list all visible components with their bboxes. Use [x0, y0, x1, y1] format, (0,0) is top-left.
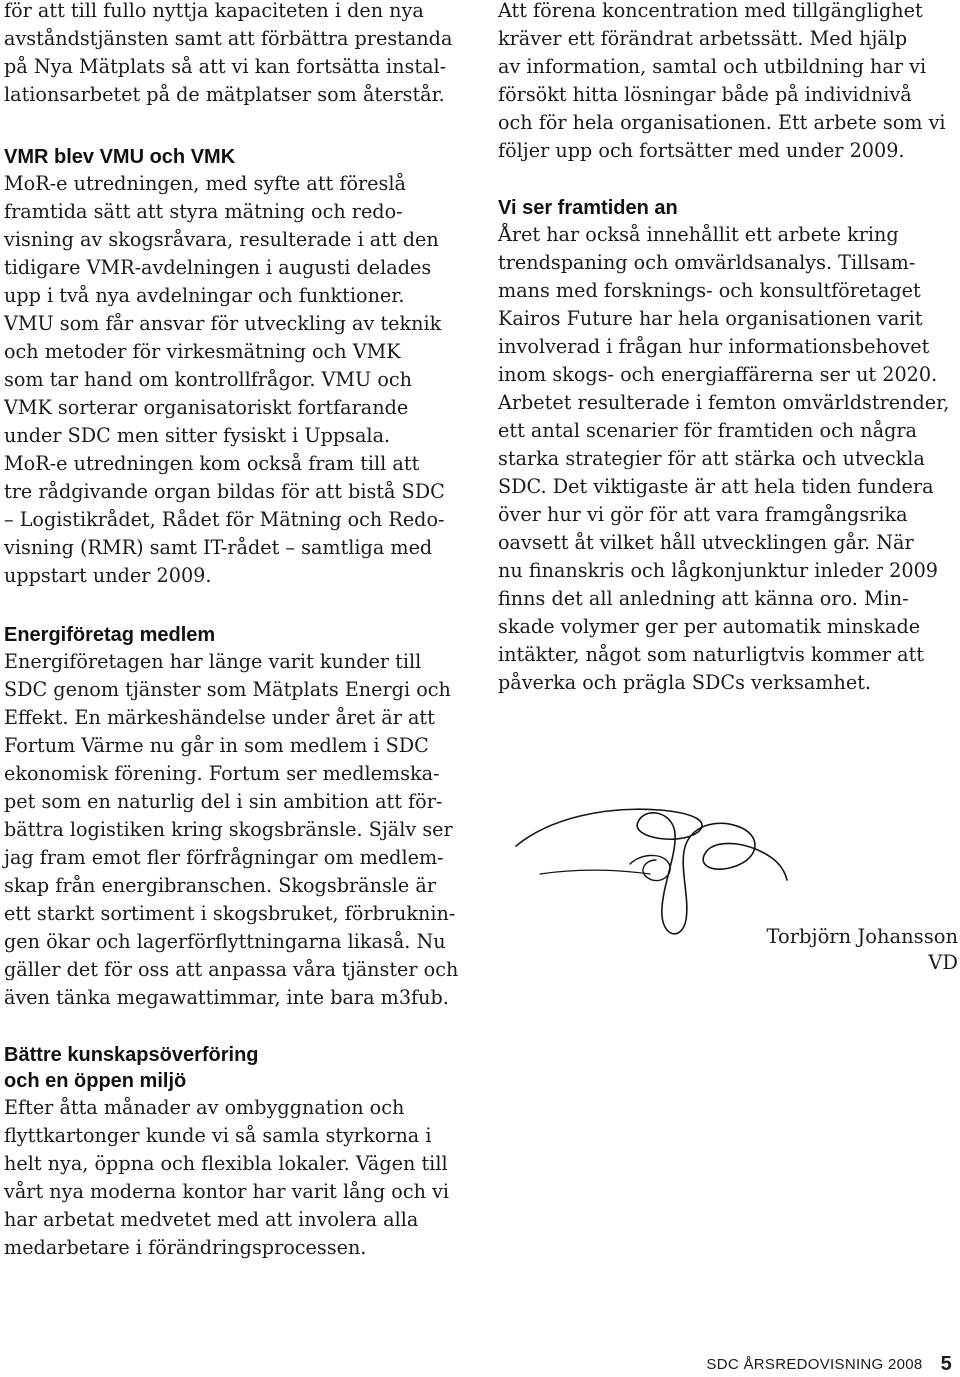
- spacer: [498, 165, 960, 187]
- knowledge-paragraph: Efter åtta månader av ombyggnation och flyttkartonger kunde vi så samla styrkorna i helt nya, öppna och flexibla lokaler. Vägen till vårt nya moderna kontor har varit lång och vi har arbetat medvetet med att involera alla medarbetare i förändringsprocessen.: [4, 1096, 450, 1259]
- footer-document-title: SDC ÅRSREDOVISNING 2008: [706, 1356, 923, 1373]
- energy-paragraph: Energiföretagen har länge varit kunder till SDC genom tjänster som Mätplats Energi och Effekt. En märkeshändelse under året är att Fortum Värme nu går in som medlem i SDC ekonomisk förening. Fortum ser medlemska- pet som en naturlig del i sin ambition att för- bättra logistiken kring skogsbränsle. Själv ser jag fram emot fler förfrågningar om medlem- skap från energibranschen. Skogsbränsle är ett starkt sortiment i skogsbruket, förbruknin- gen ökar och lagerförflyttningarna likaså. Nu gäller det för oss att anpassa våra tjänster och även tänka megawattimmar, inte bara m3fub.: [4, 650, 459, 1009]
- heading-vmr: VMR blev VMU och VMK: [4, 146, 236, 168]
- intro-paragraph-right: Att förena koncentration med tillgänglighet kräver ett förändrat arbetssätt. Med hjälp av information, samtal och utbildning har vi försökt hitta lösningar både på individnivå och för hela organisationen. Ett arbete som vi följer upp och fortsätter med under 2009.: [498, 0, 946, 162]
- spacer: [4, 590, 470, 618]
- spacer: [4, 109, 470, 137]
- signature-loop: [630, 855, 670, 880]
- left-column: [4, 0, 470, 1262]
- handwritten-signature: [510, 788, 790, 953]
- heading-future: Vi ser framtiden an: [498, 197, 678, 219]
- heading-knowledge-transfer: Bättre kunskapsöverföring och en öppen miljö: [4, 1044, 259, 1092]
- right-column: [498, 0, 960, 697]
- signatory-name: Torbjörn Johansson: [766, 925, 958, 948]
- signature-tail: [540, 870, 650, 874]
- vmr-paragraph: MoR-e utredningen, med syfte att föreslå framtida sätt att styra mätning och redo- visning av skogsråvara, resulterade i att den tidigare VMR-avdelningen i augusti delades upp i två nya avdelningar och funktioner. VMU som får ansvar för utveckling av teknik och metoder för virkesmätning och VMK som tar hand om kontrollfrågor. VMU och VMK sorterar organisatoriskt fortfarande under SDC men sitter fysiskt i Uppsala. MoR-e utredningen kom också fram till att tre rådgivande organ bildas för att bistå SDC – Logistikrådet, Rådet för Mätning och Redo- visning (RMR) samt IT-rådet – samtliga med uppstart under 2009.: [4, 172, 445, 587]
- page-number: 5: [940, 1353, 952, 1375]
- spacer: [4, 1012, 470, 1040]
- future-paragraph: Året har också innehållit ett arbete kring trendspaning och omvärldsanalys. Tillsam- mans med forsknings- och konsultföretaget Kairos Future har hela organisationen varit involverad i frågan hur informationsbehovet inom skogs- och energiaffärerna ser ut 2020. Arbetet resulterade i femton omvärldstrender, ett antal scenarier för framtiden och några starka strategier för att stärka och utveckla SDC. Det viktigaste är att hela tiden fundera över hur vi gör för att vara framgångsrika oavsett åt vilket håll utvecklingen går. När nu finanskris och lågkonjunktur inleder 2009 finns det all anledning att känna oro. Min- skade volymer ger per automatik minskade intäkter, något som naturligtvis kommer att påverka och prägla SDCs verksamhet.: [498, 223, 950, 694]
- intro-paragraph-left: för att till fullo nyttja kapaciteten i den nya avståndstjänsten samt att förbättra prestanda på Nya Mätplats så att vi kan fortsätta instal- lationsarbetet på de mätplatser som återstår.: [4, 0, 453, 106]
- heading-energy-member: Energiföretag medlem: [4, 624, 216, 646]
- signatory-title: VD: [928, 951, 958, 974]
- signature-block: [766, 924, 958, 976]
- page-footer: [706, 1354, 952, 1374]
